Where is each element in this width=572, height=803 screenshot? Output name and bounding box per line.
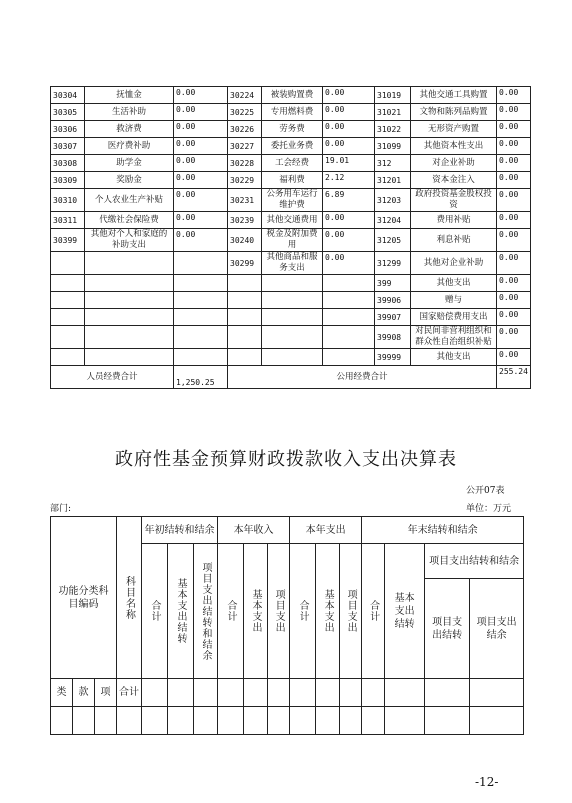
table-cell: 312 — [375, 155, 411, 172]
proj-carry-text: 项目支出结转 — [432, 616, 463, 641]
end-total-text: 合计 — [367, 600, 379, 622]
table-cell — [262, 309, 323, 326]
cell — [362, 679, 385, 707]
table-cell: 其他对个人和家庭的补助支出 — [85, 229, 174, 252]
cell — [244, 707, 268, 735]
table-cell: 其他交通费用 — [262, 212, 323, 229]
table-row — [51, 155, 531, 172]
table-cell: 0.00 — [323, 87, 375, 104]
table-cell — [323, 349, 375, 366]
table-cell: 其他支出 — [411, 349, 497, 366]
cell — [362, 707, 385, 735]
subject-name-text: 科目名称 — [123, 575, 135, 620]
cell — [194, 707, 218, 735]
cell — [470, 679, 524, 707]
table-cell: 30226 — [228, 121, 262, 138]
table-cell: 31201 — [375, 172, 411, 189]
income-total — [218, 544, 244, 679]
table-row — [51, 292, 531, 309]
table-cell: 医疗费补助 — [85, 138, 174, 155]
table-row — [51, 189, 531, 212]
table-cell — [85, 275, 174, 292]
table-cell: 其他对企业补助 — [411, 252, 497, 275]
cell — [168, 707, 194, 735]
table-cell: 0.00 — [174, 121, 228, 138]
proj-surplus-header — [470, 579, 524, 679]
income-basic — [244, 544, 268, 679]
cell — [470, 707, 524, 735]
cell — [290, 707, 316, 735]
table-cell: 31022 — [375, 121, 411, 138]
table-row — [51, 349, 531, 366]
begin-project — [194, 544, 218, 679]
table-cell: 30228 — [228, 155, 262, 172]
table-row — [51, 172, 531, 189]
table-cell: 费用补贴 — [411, 212, 497, 229]
table-cell: 0.00 — [497, 87, 531, 104]
cell — [73, 707, 95, 735]
cell — [117, 707, 142, 735]
table-cell: 抚恤金 — [85, 87, 174, 104]
table-cell: 奖励金 — [85, 172, 174, 189]
table-cell: 39908 — [375, 326, 411, 349]
table-cell: 委托业务费 — [262, 138, 323, 155]
income-header: 本年收入 — [218, 517, 290, 544]
table-cell: 个人农业生产补贴 — [85, 189, 174, 212]
table-cell — [174, 252, 228, 275]
table-cell: 30304 — [51, 87, 85, 104]
table-row — [51, 275, 531, 292]
table-cell: 赠与 — [411, 292, 497, 309]
end-project-sub-header: 项目支出结转和结余 — [425, 544, 524, 579]
cell — [340, 707, 362, 735]
table-cell: 30225 — [228, 104, 262, 121]
table-cell: 0.00 — [174, 212, 228, 229]
begin-balance-header: 年初结转和结余 — [142, 517, 218, 544]
table-cell: 税金及附加费用 — [262, 229, 323, 252]
table-cell: 0.00 — [323, 252, 375, 275]
table-cell: 30399 — [51, 229, 85, 252]
income-total-text: 合计 — [225, 600, 237, 622]
table-cell: 30308 — [51, 155, 85, 172]
table-cell — [51, 275, 85, 292]
table-cell: 其他商品和服务支出 — [262, 252, 323, 275]
table-cell — [174, 309, 228, 326]
table-cell: 0.00 — [174, 189, 228, 212]
table-cell: 工会经费 — [262, 155, 323, 172]
lei-header: 类 — [51, 679, 73, 707]
table-cell: 0.00 — [497, 104, 531, 121]
table-cell: 0.00 — [174, 104, 228, 121]
table-cell — [85, 326, 174, 349]
table-row — [51, 309, 531, 326]
grand-total-label: 合计 — [117, 679, 142, 707]
table-cell: 30306 — [51, 121, 85, 138]
table-cell: 被装购置费 — [262, 87, 323, 104]
unit-label: 单位：万元 — [466, 504, 512, 514]
table-cell: 救济费 — [85, 121, 174, 138]
proj-surplus-text: 项目支出结余 — [476, 616, 517, 641]
table-cell: 31021 — [375, 104, 411, 121]
proj-carry-header — [425, 579, 470, 679]
table-cell: 30239 — [228, 212, 262, 229]
table-cell: 公务用车运行维护费 — [262, 189, 323, 212]
table-cell: 0.00 — [497, 252, 531, 275]
table-cell: 利息补贴 — [411, 229, 497, 252]
begin-total — [142, 544, 168, 679]
expense-total — [290, 544, 316, 679]
public-total-label: 公用经费合计 — [228, 366, 497, 389]
begin-total-text: 合计 — [149, 600, 161, 622]
table-cell — [323, 292, 375, 309]
table-cell: 30299 — [228, 252, 262, 275]
table-row — [51, 104, 531, 121]
cell — [268, 707, 290, 735]
table-cell: 39906 — [375, 292, 411, 309]
table-cell — [85, 349, 174, 366]
page-title: 政府性基金预算财政拨款收入支出决算表 — [115, 449, 457, 470]
table-cell: 助学金 — [85, 155, 174, 172]
cell — [142, 707, 168, 735]
table-cell — [228, 292, 262, 309]
table-cell: 文物和陈列品购置 — [411, 104, 497, 121]
table-cell: 0.00 — [497, 138, 531, 155]
cell — [95, 707, 117, 735]
table-cell — [228, 349, 262, 366]
table-cell: 6.89 — [323, 189, 375, 212]
end-basic — [385, 544, 425, 679]
table-cell: 国家赔偿费用支出 — [411, 309, 497, 326]
department-label: 部门: — [50, 504, 72, 514]
table-cell — [174, 292, 228, 309]
page-number: -12- — [475, 775, 499, 789]
table-cell: 31205 — [375, 229, 411, 252]
table-cell: 0.00 — [497, 212, 531, 229]
personnel-total-value: 1,250.25 — [174, 366, 228, 389]
cell — [425, 707, 470, 735]
expense-total-text: 合计 — [297, 600, 309, 622]
table-row — [51, 121, 531, 138]
table-cell: 0.00 — [323, 121, 375, 138]
table-cell — [262, 292, 323, 309]
expense-rows — [51, 87, 531, 366]
table-cell: 生活补助 — [85, 104, 174, 121]
table-cell — [51, 292, 85, 309]
table-row — [51, 138, 531, 155]
expense-basic — [316, 544, 340, 679]
func-code-text: 功能分类科目编码 — [58, 585, 109, 610]
table-cell: 0.00 — [497, 292, 531, 309]
table-cell: 0.00 — [497, 275, 531, 292]
table-cell: 0.00 — [497, 189, 531, 212]
income-project-text: 项目支出 — [273, 589, 285, 633]
table-cell: 30240 — [228, 229, 262, 252]
cell — [51, 707, 73, 735]
table-cell: 其他资本性支出 — [411, 138, 497, 155]
expense-project-text: 项目支出 — [345, 589, 357, 633]
subject-name-header — [117, 517, 142, 679]
table-cell: 30307 — [51, 138, 85, 155]
table-cell — [262, 349, 323, 366]
end-basic-text: 基本支出结转 — [394, 592, 415, 630]
cell — [268, 679, 290, 707]
begin-project-text: 项目支出结转和结余 — [200, 561, 212, 661]
table-cell: 39999 — [375, 349, 411, 366]
table-cell — [228, 275, 262, 292]
table-cell: 0.00 — [174, 138, 228, 155]
table-cell — [174, 326, 228, 349]
table-cell: 0.00 — [497, 349, 531, 366]
kuan-header: 款 — [73, 679, 95, 707]
table-row — [51, 87, 531, 104]
table-cell: 代缴社会保险费 — [85, 212, 174, 229]
table-cell: 39907 — [375, 309, 411, 326]
income-project — [268, 544, 290, 679]
table-cell — [323, 275, 375, 292]
table-cell: 0.00 — [497, 326, 531, 349]
table-cell: 专用燃料费 — [262, 104, 323, 121]
cell — [290, 679, 316, 707]
cell — [385, 707, 425, 735]
table-cell: 0.00 — [323, 104, 375, 121]
table-cell: 31019 — [375, 87, 411, 104]
table-cell: 30227 — [228, 138, 262, 155]
cell — [218, 707, 244, 735]
expense-basic-text: 基本支出 — [322, 589, 334, 633]
expense-project — [340, 544, 362, 679]
table-cell: 30229 — [228, 172, 262, 189]
income-basic-text: 基本支出 — [250, 589, 262, 633]
table-cell: 0.00 — [323, 138, 375, 155]
table-cell: 福利费 — [262, 172, 323, 189]
table-cell — [85, 309, 174, 326]
table-cell — [85, 252, 174, 275]
table-cell: 对民间非营利组织和群众性自治组织补贴 — [411, 326, 497, 349]
table-cell: 0.00 — [497, 155, 531, 172]
cell — [194, 679, 218, 707]
begin-basic — [168, 544, 194, 679]
table-cell: 0.00 — [174, 172, 228, 189]
table-cell — [228, 326, 262, 349]
table-cell: 0.00 — [323, 212, 375, 229]
cell — [316, 707, 340, 735]
table-cell: 0.00 — [497, 172, 531, 189]
table-cell — [51, 309, 85, 326]
end-balance-header: 年末结转和结余 — [362, 517, 524, 544]
table-cell — [262, 326, 323, 349]
table-cell: 0.00 — [497, 229, 531, 252]
table-cell: 2.12 — [323, 172, 375, 189]
summary-row — [51, 366, 531, 389]
table-cell: 30224 — [228, 87, 262, 104]
xiang-header: 项 — [95, 679, 117, 707]
cell — [218, 679, 244, 707]
table-cell: 政府投资基金股权投资 — [411, 189, 497, 212]
begin-basic-text: 基本支出结转 — [175, 578, 187, 644]
personnel-total-label: 人员经费合计 — [51, 366, 174, 389]
table-cell: 0.00 — [174, 229, 228, 252]
table-row — [51, 212, 531, 229]
table-cell — [262, 275, 323, 292]
table-cell: 30231 — [228, 189, 262, 212]
public-total-value: 255.24 — [497, 366, 531, 389]
cell — [316, 679, 340, 707]
table-cell — [174, 275, 228, 292]
table-cell: 19.01 — [323, 155, 375, 172]
table-cell — [323, 309, 375, 326]
table-row — [51, 229, 531, 252]
cell — [168, 679, 194, 707]
table-cell: 31299 — [375, 252, 411, 275]
table-cell: 0.00 — [323, 229, 375, 252]
table-row — [51, 326, 531, 349]
table-cell: 其他交通工具购置 — [411, 87, 497, 104]
personnel-public-expense-table — [50, 86, 531, 389]
table-cell — [51, 326, 85, 349]
table-cell — [51, 349, 85, 366]
table-cell: 0.00 — [497, 121, 531, 138]
table-cell: 0.00 — [174, 155, 228, 172]
table-cell — [51, 252, 85, 275]
table-row — [51, 252, 531, 275]
table-cell — [323, 326, 375, 349]
cell — [385, 679, 425, 707]
table-cell: 30309 — [51, 172, 85, 189]
fund-budget-table — [50, 516, 524, 735]
table-cell — [228, 309, 262, 326]
table-cell: 31203 — [375, 189, 411, 212]
table-cell: 对企业补助 — [411, 155, 497, 172]
table-cell: 30310 — [51, 189, 85, 212]
table-cell: 31204 — [375, 212, 411, 229]
end-total — [362, 544, 385, 679]
table-cell: 399 — [375, 275, 411, 292]
table-cell — [85, 292, 174, 309]
form-number: 公开07表 — [466, 486, 505, 496]
expense-header: 本年支出 — [290, 517, 362, 544]
cell — [142, 679, 168, 707]
table-cell: 30311 — [51, 212, 85, 229]
table-cell: 其他支出 — [411, 275, 497, 292]
table-cell — [174, 349, 228, 366]
table-cell: 无形资产购置 — [411, 121, 497, 138]
cell — [340, 679, 362, 707]
table-cell: 0.00 — [497, 309, 531, 326]
func-code-header — [51, 517, 117, 679]
table-cell: 31099 — [375, 138, 411, 155]
table-cell: 劳务费 — [262, 121, 323, 138]
table-cell: 资本金注入 — [411, 172, 497, 189]
cell — [244, 679, 268, 707]
cell — [425, 679, 470, 707]
table-cell: 0.00 — [174, 87, 228, 104]
table-cell: 30305 — [51, 104, 85, 121]
